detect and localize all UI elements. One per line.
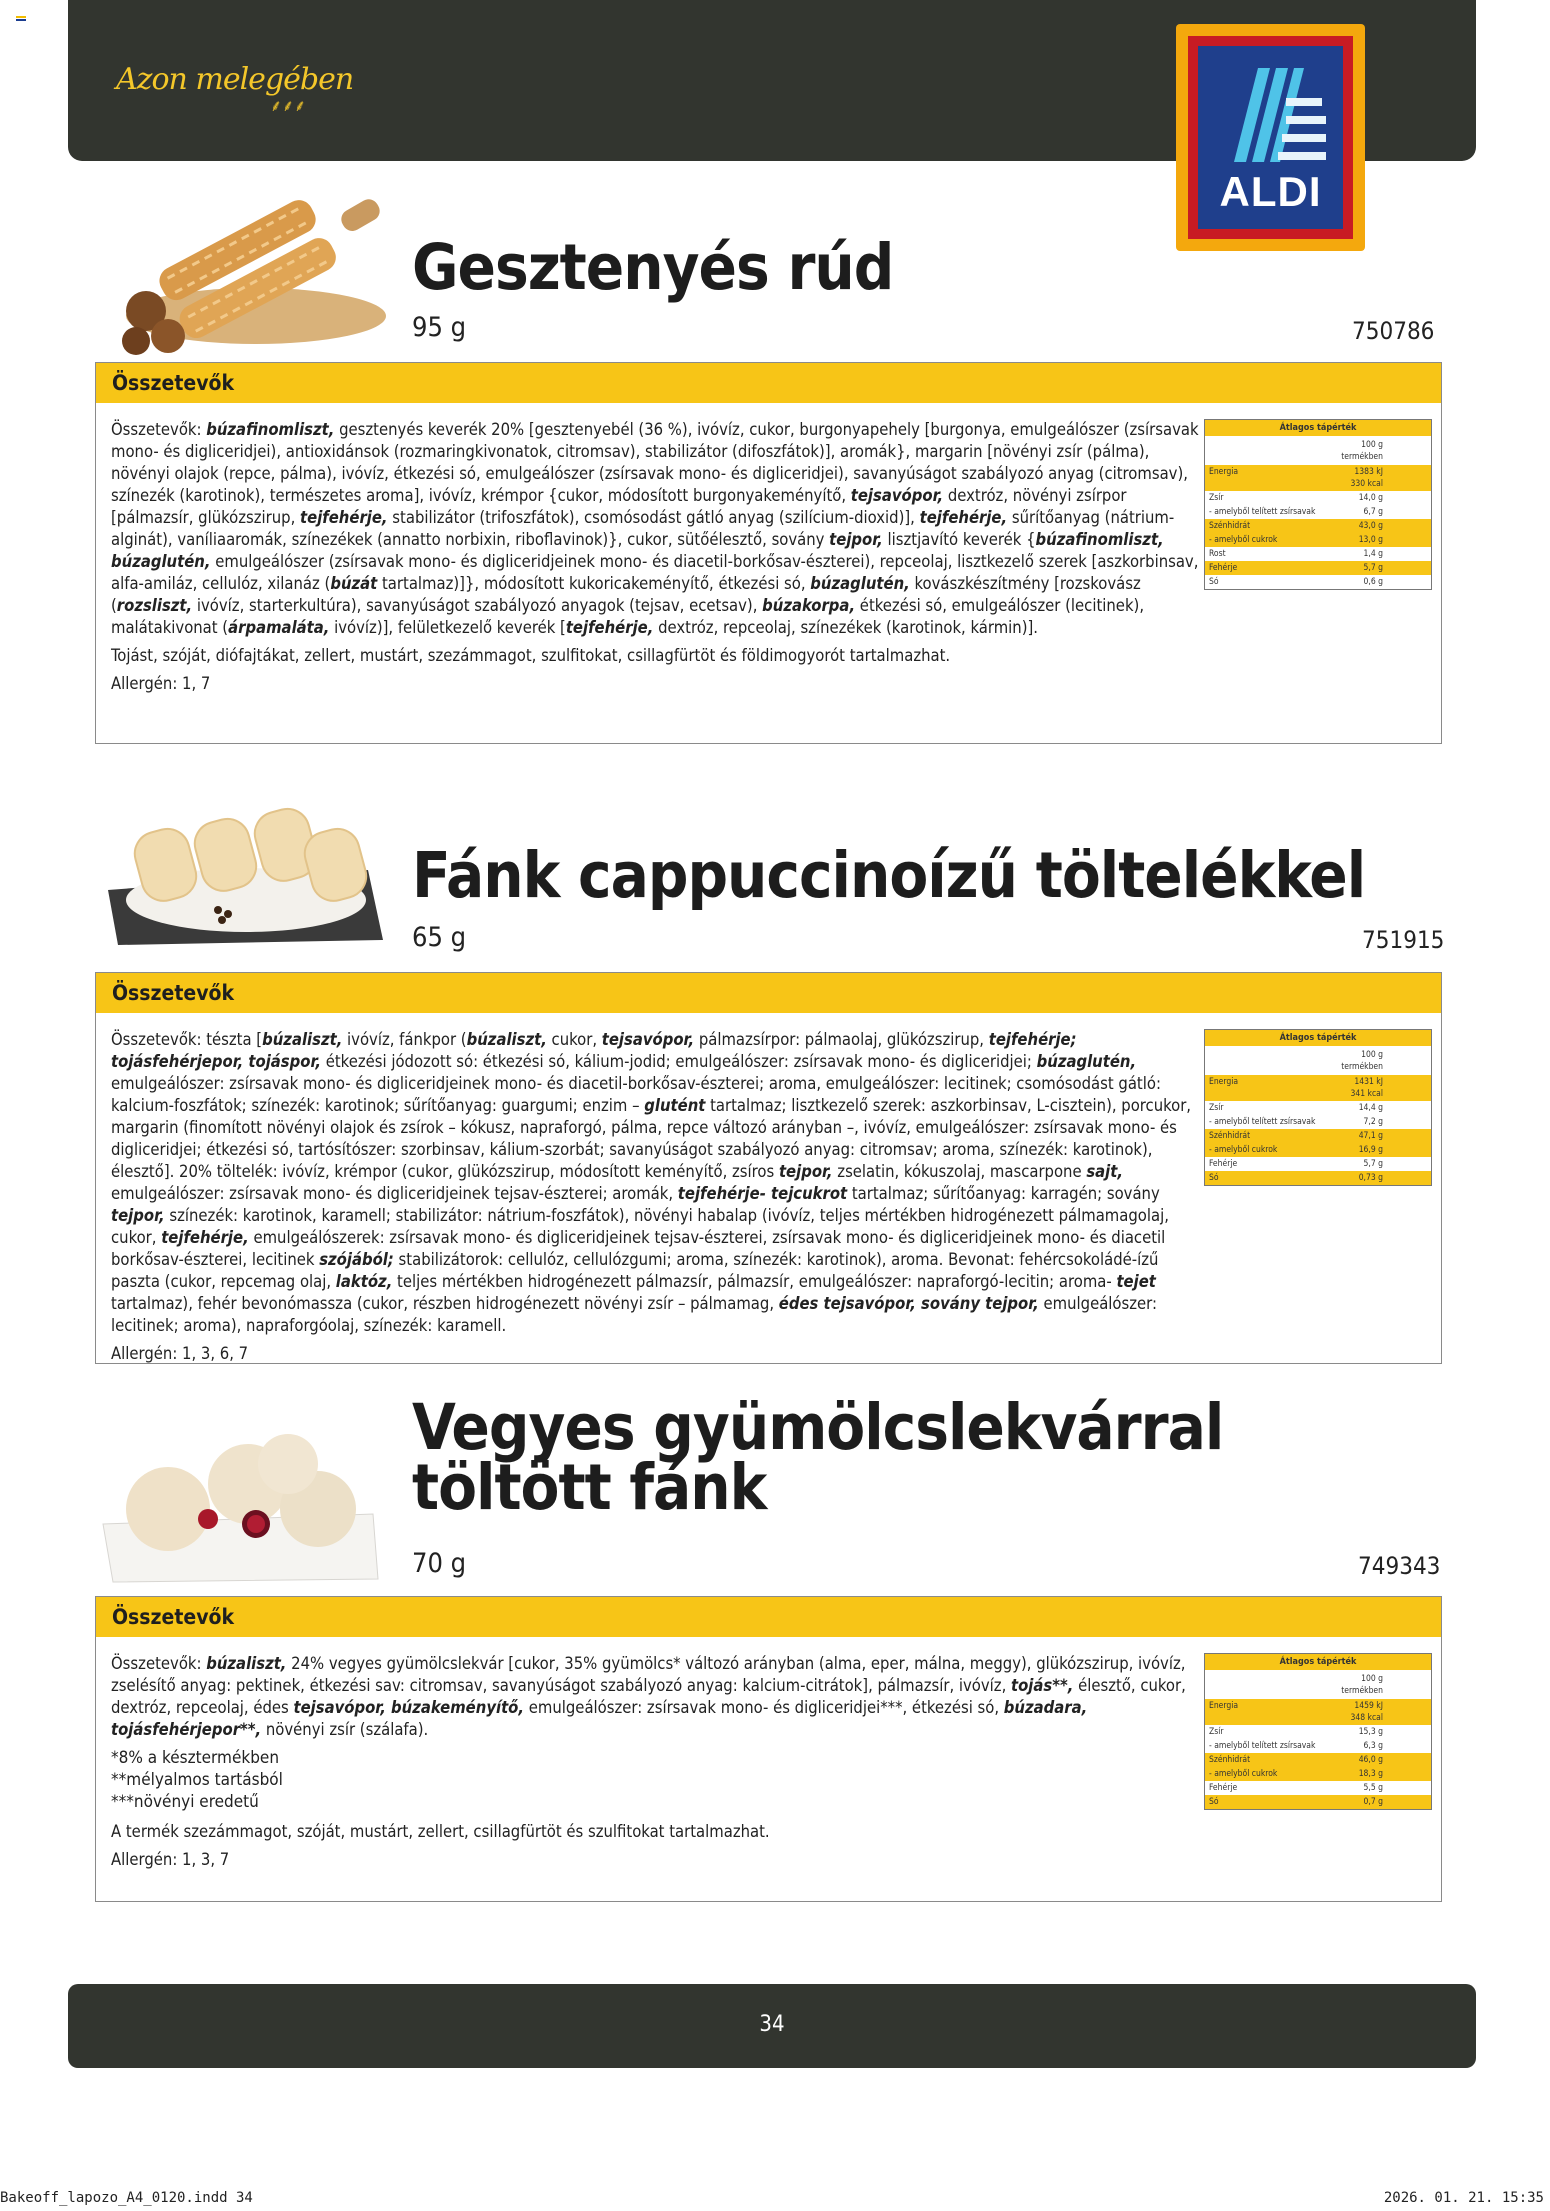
- nutrition-row: [1205, 1115, 1431, 1129]
- nutrient-name: Szénhidrát: [1209, 1131, 1251, 1141]
- nutrient-value: 0,73 g: [1358, 1173, 1383, 1183]
- product-title: Fánk cappuccinoízű töltelékkel: [412, 839, 1366, 912]
- may-contain-note: A termék szezámmagot, szóját, mustárt, zellert, csillagfürtöt és szulfitokat tartalmazhat.: [111, 1822, 770, 1841]
- wheat-icon: ⸙⸙⸙: [270, 96, 307, 115]
- footer-bar: [68, 1984, 1476, 2068]
- nutrient-name: Fehérje: [1209, 1783, 1238, 1793]
- nutrition-row: [1205, 547, 1431, 561]
- footnote: ***növényi eredetű: [111, 1792, 259, 1812]
- nutrition-row: [1205, 1171, 1431, 1185]
- product-title: Gesztenyés rúd: [412, 231, 894, 304]
- nutrient-value: 7,2 g: [1363, 1117, 1383, 1127]
- menu-icon: [16, 16, 26, 24]
- nutrient-value: 1,4 g: [1363, 549, 1383, 559]
- section-header: Összetevők: [96, 363, 1441, 403]
- product-image-jam-donut: [98, 1414, 386, 1584]
- nutrient-value: 6,3 g: [1363, 1741, 1383, 1751]
- nutrition-column-label: 100 g termékben: [1341, 440, 1383, 462]
- product-weight: 70 g: [412, 1548, 467, 1579]
- ingredients-list: Összetevők: tészta [búzaliszt, ivóvíz, fánkpor (búzaliszt, cukor, tejsavópor, pálmazsírpor: pálmaolaj, glükózszirup, tejfehérje; tojásfehérjepor, tojáspor, étkezési jódozott só: étkezési só, kálium-jodid; emulgeálószer: zsírsavak mono- és digliceridjei; búzaglutén, emulgeálószer: zsírsavak mono- és digliceridjeinek mono- és diacetil-borkősav-észterei; aroma, emulgeálószer: lecitinek; csomósodást gátló: kalcium-foszfátok; színezék: karotinok; sűrítőanyag: guargumi; enzim – glutént tartalmaz; lisztkezelő szerek: aszkorbinsav, L-cisztein), porcukor, margarin (finomított növényi olajok és zsírok – kókusz, napraforgó, pálma, repce változó arányban –, ivóvíz, emulgeálószer: zsírsavak mono- és digliceridjei; étkezési só, tartósítószer: szorbinsav, kálium-szorbát; savanyúságot szabályozó anyag: citromsav; aroma, színezék: karotinok), élesztő]. 20% töltelék: ivóvíz, krémpor (cukor, glükózszirup, módosított keményítő, zsíros tejpor, zselatin, kókuszolaj, mascarpone sajt, emulgeálószer: zsírsavak mono- és digliceridjeinek tejsav-észterei; aromák, tejfehérje- tejcukrot tartalmaz; sűrítőanyag: karragén; sovány tejpor, színezék: karotinok, karamell; stabilizátor: nátrium-foszfátok), növényi habalap (ivóvíz, teljes mértékben hidrogénezett pálmamagolaj, cukor, tejfehérje, emulgeálószerek: zsírsavak mono- és digliceridjeinek tejsav-észterei, zsírsavak mono- és digliceridjeinek mono- és diacetil borkősav-észterei, lecitinek szójából; stabilizátorok: cellulóz, cellulózgumi; aroma, színezék: karotinok), aroma. Bevonat: fehércsokoládé-ízű paszta (cukor, repcemag olaj, laktóz, teljes mértékben hidrogénezett pálmazsír, pálmazsír, emulgeálószer: napraforgó-lecitin; aroma- tejet tartalmaz), fehér bevonómassza (cukor, részben hidrogénezett növényi zsír – pálmamag, édes tejsavópor, sovány tejpor, emulgeálószer: lecitinek; aroma), napraforgóolaj, színezék: karamell.: [111, 1030, 1192, 1335]
- section-header: Összetevők: [96, 1597, 1441, 1637]
- nutrient-name: - amelyből cukrok: [1209, 1769, 1278, 1779]
- nutrient-name: Rost: [1209, 549, 1226, 559]
- nutrient-name: Só: [1209, 577, 1219, 587]
- nutrient-name: Szénhidrát: [1209, 1755, 1251, 1765]
- ingredients-card: [95, 362, 1442, 744]
- ingredients-card: [95, 1596, 1442, 1902]
- nutrient-name: Só: [1209, 1797, 1219, 1807]
- ingredients-text: [111, 1653, 1201, 1877]
- nutrient-value: 43,0 g: [1358, 521, 1383, 531]
- nutrition-table: [1204, 419, 1432, 590]
- nutrition-table: [1204, 1653, 1432, 1810]
- title-line: töltött fánk: [412, 1450, 767, 1524]
- nutrient-value: 0,7 g: [1363, 1797, 1383, 1807]
- nutrient-value: 14,4 g: [1358, 1103, 1383, 1113]
- nutrition-row: [1205, 505, 1431, 519]
- print-slug-file: Bakeoff_lapozo_A4_0120.indd 34: [0, 2190, 253, 2206]
- nutrition-row: [1205, 1767, 1431, 1781]
- product-code: 751915: [1362, 926, 1445, 954]
- nutrient-value: 14,0 g: [1358, 493, 1383, 503]
- product-title: [412, 1391, 1224, 1524]
- nutrition-row: [1205, 1157, 1431, 1171]
- nutrient-name: Zsír: [1209, 1727, 1224, 1737]
- product-image-chestnut-stick: [106, 176, 394, 356]
- ingredients-text: [111, 419, 1201, 701]
- nutrient-value: 16,9 g: [1358, 1145, 1383, 1155]
- nutrient-value: 1383 kJ 330 kcal: [1350, 467, 1383, 489]
- ingredients-text: [111, 1029, 1201, 1371]
- nutrient-name: - amelyből cukrok: [1209, 535, 1278, 545]
- nutrient-value: 0,6 g: [1363, 577, 1383, 587]
- brand-logo: Azon melegében: [116, 62, 354, 97]
- ingredients-list: Összetevők: búzaliszt, 24% vegyes gyümölcslekvár [cukor, 35% gyümölcs* változó arányban (alma, eper, málna, meggy), glükózszirup, ivóvíz, zselésítő anyag: pektinek, étkezési sav: citromsav, savanyúságot szabályozó anyag: kalcium-citrátok], pálmazsír, ivóvíz, tojás**, élesztő, cukor, dextróz, repceolaj, édes tejsavópor, búzakeményítő, emulgeálószer: zsírsavak mono- és digliceridjei***, étkezési só, búzadara, tojásfehérjepor**, növényi zsír (szálafa).: [111, 1654, 1186, 1739]
- nutrition-row: [1205, 1725, 1431, 1739]
- product-code: 750786: [1352, 317, 1435, 345]
- nutrition-row: [1205, 1795, 1431, 1809]
- nutrient-value: 13,0 g: [1358, 535, 1383, 545]
- section-header: Összetevők: [96, 973, 1441, 1013]
- product-weight: 95 g: [412, 312, 467, 343]
- ingredients-list: Összetevők: búzafinomliszt, gesztenyés keverék 20% [gesztenyebél (36 %), ivóvíz, cukor, burgonyapehely [burgonya, emulgeálószer (zsírsavak mono- és digliceridjei), antioxidánsok (rozmaringkivonatok, citromsav), stabilizátor (difoszfátok)], aromák}, margarin [növényi zsír (pálma), növényi olajok (repce, pálma), ivóvíz, étkezési só, emulgeálószer (zsírsavak mono- és digliceridjei), savanyúságot szabályozó anyag (citromsav), színezék (karotinok), természetes aroma], ivóvíz, krémpor {cukor, módosított burgonyakeményítő, tejsavópor, dextróz, növényi zsírpor [pálmazsír, glükózszirup, tejfehérje, stabilizátor (trifoszfátok), csomósodást gátló anyag (szilícium-dioxid)], tejfehérje, sűrítőanyag (nátrium-alginát), vaníliaaromák, színezékek (annatto norbixin, riboflavinok)}, cukor, sütőélesztő, sovány tejpor, lisztjavító keverék {búzafinomliszt, búzaglutén, emulgeálószer (zsírsavak mono- és digliceridjeinek mono- és diacetil-borkősav-észterei), repceolaj, lisztkezelő szerek [aszkorbinsav, alfa-amiláz, cellulóz, xilanáz (búzát tartalmaz)]}, módosított kukoricakeményítő, étkezési só, búzaglutén, kovászkészítmény [rozskovász (rozsliszt, ivóvíz, starterkultúra), savanyúságot szabályozó anyagok (tejsav, ecetsav), búzakorpa, étkezési só, emulgeálószer (lecitinek), malátakivonat (árpamaláta, ivóvíz)], felületkezelő keverék [tejfehérje, dextróz, repceolaj, színezékek (karotinok, kármin)].: [111, 420, 1199, 637]
- product-weight: 65 g: [412, 922, 467, 953]
- nutrition-row: [1205, 1075, 1431, 1101]
- nutrient-value: 6,7 g: [1363, 507, 1383, 517]
- nutrient-name: - amelyből telített zsírsavak: [1209, 1741, 1316, 1751]
- nutrient-name: - amelyből telített zsírsavak: [1209, 1117, 1316, 1127]
- nutrient-value: 5,7 g: [1363, 1159, 1383, 1169]
- nutrition-row: [1205, 1753, 1431, 1767]
- nutrient-value: 5,5 g: [1363, 1783, 1383, 1793]
- allergen-line: Allergén: 1, 7: [111, 674, 211, 693]
- aldi-logo: [1176, 24, 1365, 251]
- nutrition-row: [1205, 519, 1431, 533]
- product-image-cappuccino-donut: [98, 790, 386, 950]
- footnote: *8% a késztermékben: [111, 1748, 280, 1768]
- nutrient-name: Zsír: [1209, 1103, 1224, 1113]
- nutrient-value: 18,3 g: [1358, 1769, 1383, 1779]
- nutrition-row: [1205, 561, 1431, 575]
- nutrition-row: [1205, 1739, 1431, 1753]
- nutrient-name: Zsír: [1209, 493, 1224, 503]
- nutrient-value: 1459 kJ 348 kcal: [1350, 1701, 1383, 1723]
- nutrient-name: Só: [1209, 1173, 1219, 1183]
- nutrition-header: Átlagos tápérték: [1205, 420, 1431, 436]
- title-line: Vegyes gyümölcslekvárral: [412, 1391, 1224, 1464]
- nutrient-value: 1431 kJ 341 kcal: [1350, 1077, 1383, 1099]
- nutrient-name: Szénhidrát: [1209, 521, 1251, 531]
- nutrition-header: Átlagos tápérték: [1205, 1654, 1431, 1670]
- nutrient-name: Energia: [1209, 1077, 1239, 1087]
- footnote: **mélyalmos tartásból: [111, 1770, 283, 1790]
- nutrient-name: - amelyből cukrok: [1209, 1145, 1278, 1155]
- nutrition-row: [1205, 533, 1431, 547]
- nutrient-name: Fehérje: [1209, 1159, 1238, 1169]
- nutrition-row: [1205, 1143, 1431, 1157]
- allergen-line: Allergén: 1, 3, 7: [111, 1850, 230, 1869]
- nutrition-row: [1205, 1101, 1431, 1115]
- aldi-wordmark: ALDI: [1219, 168, 1322, 215]
- ingredients-card: [95, 972, 1442, 1364]
- nutrition-table: [1204, 1029, 1432, 1186]
- nutrition-row: [1205, 1699, 1431, 1725]
- allergen-line: Allergén: 1, 3, 6, 7: [111, 1344, 249, 1363]
- nutrition-row: [1205, 1781, 1431, 1795]
- may-contain-note: Tojást, szóját, diófajtákat, zellert, mustárt, szezámmagot, szulfitokat, csillagfürtöt és földimogyorót tartalmazhat.: [111, 646, 951, 665]
- nutrient-name: Fehérje: [1209, 563, 1238, 573]
- product-code: 749343: [1358, 1552, 1441, 1580]
- nutrient-name: Energia: [1209, 1701, 1239, 1711]
- nutrition-row: [1205, 575, 1431, 589]
- nutrition-row: [1205, 491, 1431, 505]
- nutrient-name: - amelyből telített zsírsavak: [1209, 507, 1316, 517]
- nutrient-value: 47,1 g: [1358, 1131, 1383, 1141]
- nutrient-value: 5,7 g: [1363, 563, 1383, 573]
- nutrient-value: 46,0 g: [1358, 1755, 1383, 1765]
- nutrition-row: [1205, 465, 1431, 491]
- print-slug-date: 2026. 01. 21. 15:35: [1383, 2190, 1544, 2206]
- nutrient-name: Energia: [1209, 467, 1239, 477]
- nutrition-column-label: 100 g termékben: [1341, 1674, 1383, 1696]
- page-number: 34: [759, 2012, 785, 2037]
- nutrition-column-label: 100 g termékben: [1341, 1050, 1383, 1072]
- nutrition-row: [1205, 1129, 1431, 1143]
- nutrition-header: Átlagos tápérték: [1205, 1030, 1431, 1046]
- nutrient-value: 15,3 g: [1358, 1727, 1383, 1737]
